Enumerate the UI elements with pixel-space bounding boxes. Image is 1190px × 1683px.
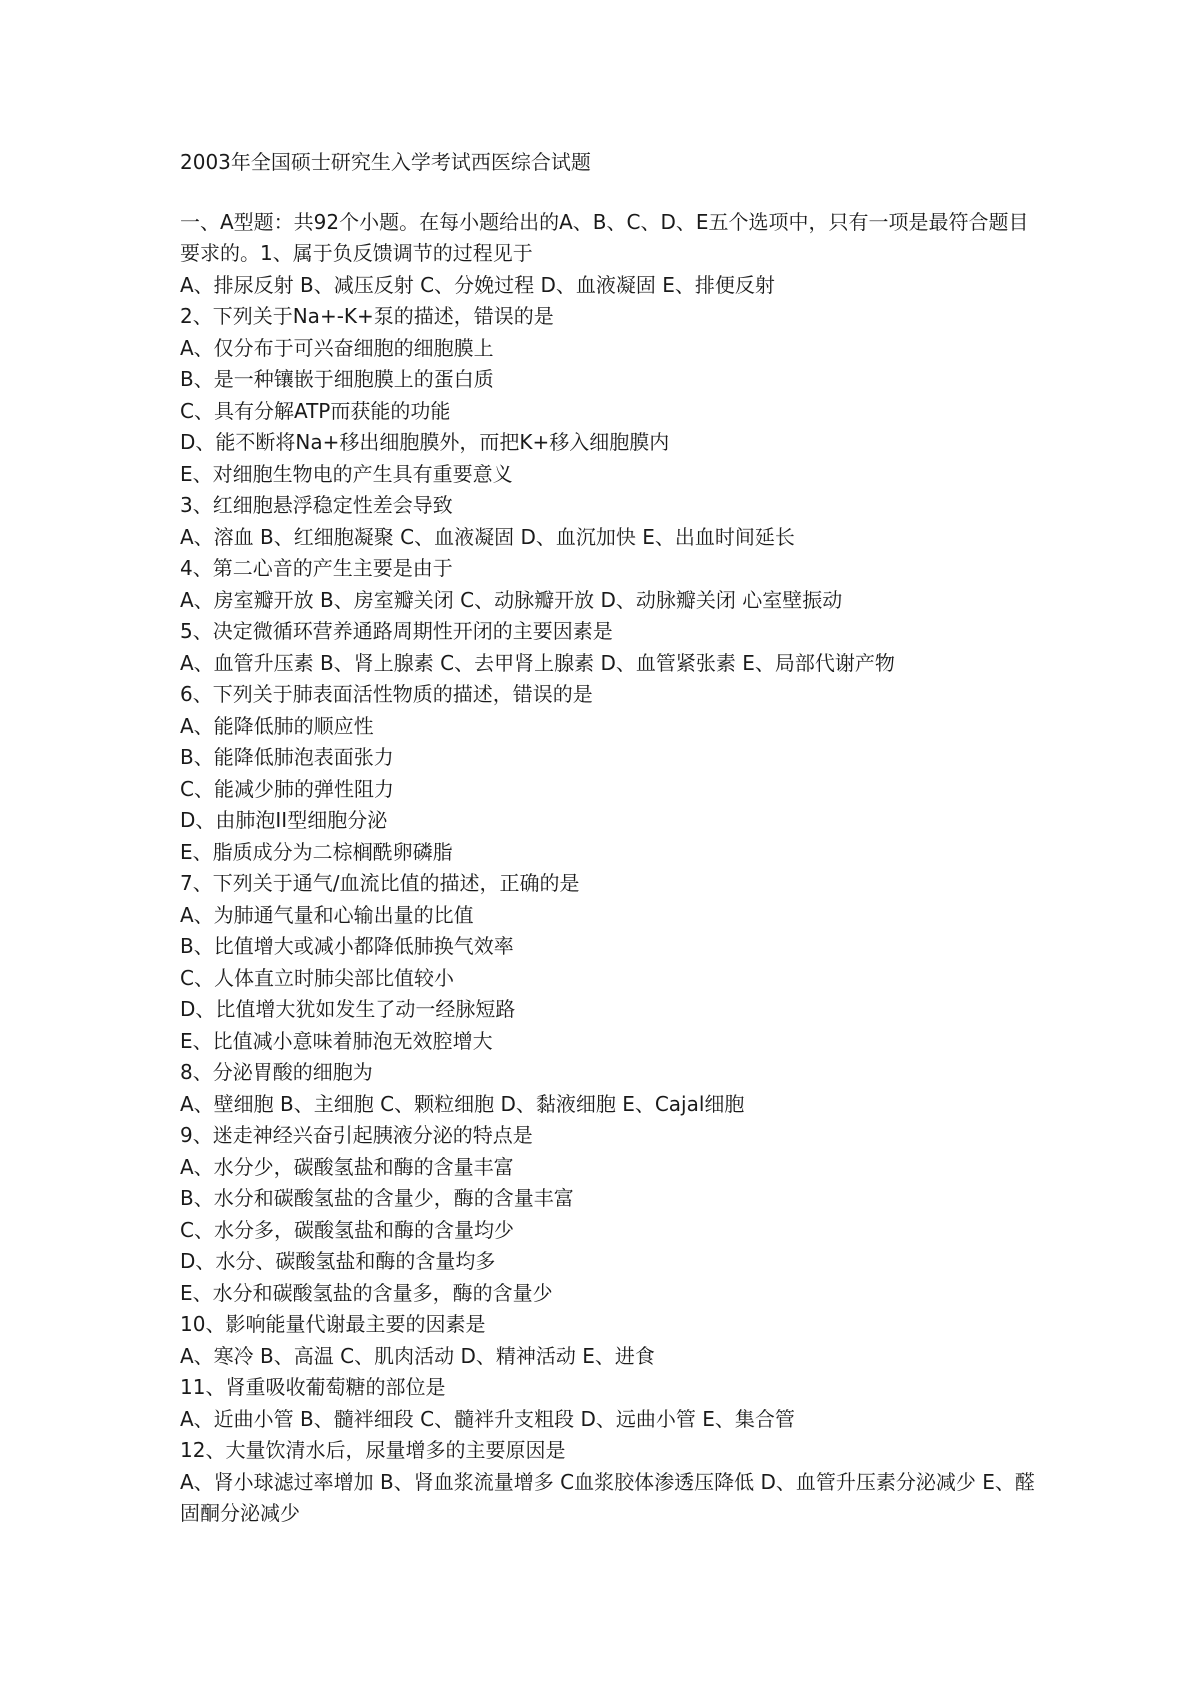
answer-options: E、对细胞生物电的产生具有重要意义 <box>180 461 513 486</box>
answer-options: A、寒冷 B、高温 C、肌肉活动 D、精神活动 E、进食 <box>180 1343 655 1368</box>
answer-options: A、能降低肺的顺应性 <box>180 713 374 738</box>
question-stem: 8、分泌胃酸的细胞为 <box>180 1060 373 1084</box>
document-title: 2003年全国硕士研究生入学考试西医综合试题 <box>180 150 591 174</box>
answer-options: A、近曲小管 B、髓袢细段 C、髓袢升支粗段 D、远曲小管 E、集合管 <box>180 1406 795 1431</box>
section-intro: 一、A型题：共92个小题。在每小题给出的A、B、C、D、E五个选项中，只有一项是最符合题目要求的。1、属于负反馈调节的过程见于 <box>180 209 1029 265</box>
answer-options: D、能不断将Na+移出细胞膜外，而把K+移入细胞膜内 <box>180 430 670 454</box>
answer-options: E、水分和碳酸氢盐的含量多，酶的含量少 <box>180 1280 553 1305</box>
answer-options: E、比值减小意味着肺泡无效腔增大 <box>180 1028 493 1053</box>
question-stem: 7、下列关于通气/血流比值的描述，正确的是 <box>180 871 580 895</box>
answer-options: A、溶血 B、红细胞凝聚 C、血液凝固 D、血沉加快 E、出血时间延长 <box>180 524 795 549</box>
question-stem: 4、第二心音的产生主要是由于 <box>180 556 453 580</box>
question-stem: 3、红细胞悬浮稳定性差会导致 <box>180 493 453 517</box>
answer-options: A、肾小球滤过率增加 B、肾血浆流量增多 C血浆胶体渗透压降低 D、血管升压素分泌减少 E、醛固酮分泌减少 <box>180 1469 1035 1525</box>
answer-options: A、血管升压素 B、肾上腺素 C、去甲肾上腺素 D、血管紧张素 E、局部代谢产物 <box>180 650 895 675</box>
answer-options: B、比值增大或减小都降低肺换气效率 <box>180 934 514 958</box>
answer-options: A、为肺通气量和心输出量的比值 <box>180 902 474 927</box>
answer-options: B、是一种镶嵌于细胞膜上的蛋白质 <box>180 367 494 391</box>
question-lines <box>180 270 1040 1530</box>
answer-options: C、能减少肺的弹性阻力 <box>180 776 394 801</box>
answer-options: B、能降低肺泡表面张力 <box>180 745 394 769</box>
question-stem: 12、大量饮清水后，尿量增多的主要原因是 <box>180 1438 566 1462</box>
answer-options: D、水分、碳酸氢盐和酶的含量均多 <box>180 1249 496 1273</box>
answer-options: D、比值增大犹如发生了动一经脉短路 <box>180 997 516 1021</box>
answer-options: E、脂质成分为二棕榈酰卵磷脂 <box>180 839 453 864</box>
answer-options: D、由肺泡II型细胞分泌 <box>180 808 388 832</box>
answer-options: A、排尿反射 B、减压反射 C、分娩过程 D、血液凝固 E、排便反射 <box>180 272 775 297</box>
question-stem: 10、影响能量代谢最主要的因素是 <box>180 1312 486 1336</box>
document-body <box>180 147 1040 1530</box>
answer-options: A、水分少，碳酸氢盐和酶的含量丰富 <box>180 1154 514 1179</box>
question-stem: 5、决定微循环营养通路周期性开闭的主要因素是 <box>180 619 613 643</box>
question-stem: 2、下列关于Na+-K+泵的描述，错误的是 <box>180 304 554 328</box>
answer-options: A、仅分布于可兴奋细胞的细胞膜上 <box>180 335 494 360</box>
answer-options: C、水分多，碳酸氢盐和酶的含量均少 <box>180 1217 514 1242</box>
answer-options: A、房室瓣开放 B、房室瓣关闭 C、动脉瓣开放 D、动脉瓣关闭 心室壁振动 <box>180 587 843 612</box>
answer-options: C、人体直立时肺尖部比值较小 <box>180 965 454 990</box>
answer-options: A、壁细胞 B、主细胞 C、颗粒细胞 D、黏液细胞 E、Cajal细胞 <box>180 1091 745 1116</box>
answer-options: C、具有分解ATP而获能的功能 <box>180 398 451 423</box>
answer-options: B、水分和碳酸氢盐的含量少，酶的含量丰富 <box>180 1186 574 1210</box>
question-stem: 9、迷走神经兴奋引起胰液分泌的特点是 <box>180 1123 533 1147</box>
question-stem: 6、下列关于肺表面活性物质的描述，错误的是 <box>180 682 593 706</box>
question-stem: 11、肾重吸收葡萄糖的部位是 <box>180 1375 446 1399</box>
